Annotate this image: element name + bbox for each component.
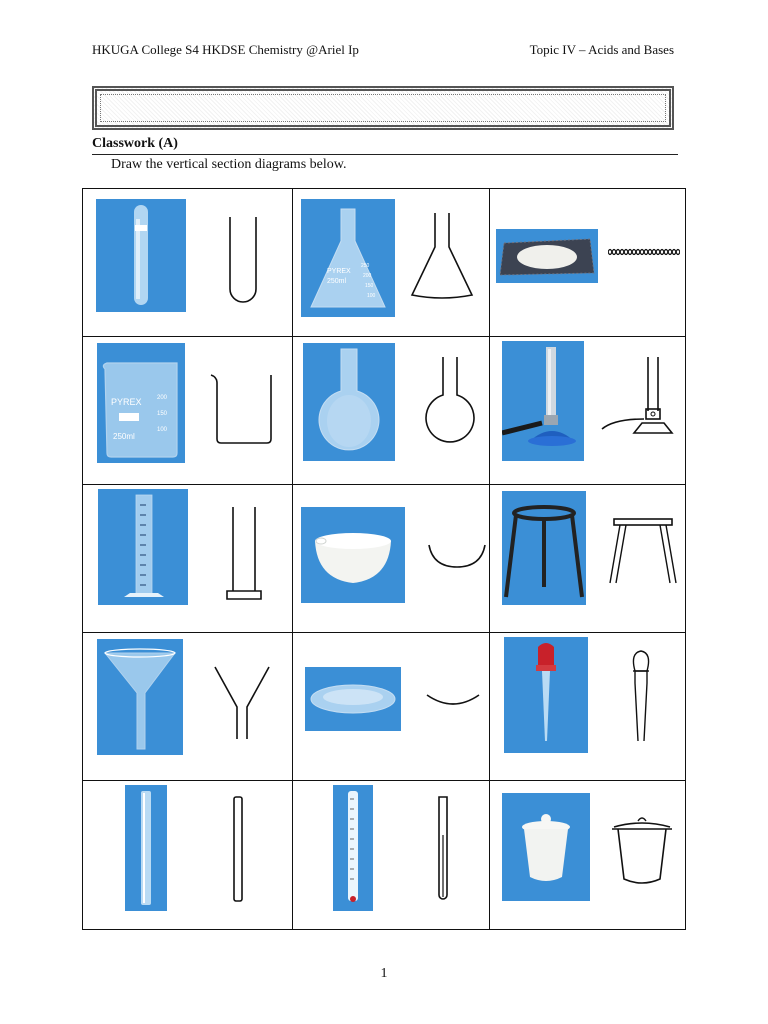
apparatus-grid <box>82 188 686 930</box>
flask-scale-100: 100 <box>367 293 376 299</box>
section-instruction: Draw the vertical section diagrams below. <box>111 157 347 172</box>
beaker-volume-label: 250ml <box>113 432 135 441</box>
cell-wire-gauze <box>490 189 685 337</box>
cell-crucible <box>490 781 685 929</box>
conical-flask-section-icon <box>409 211 475 299</box>
cell-watch-glass <box>293 633 490 781</box>
measuring-cylinder-section-icon <box>223 505 265 605</box>
watch-glass-photo <box>305 667 401 731</box>
conical-flask-photo <box>301 199 395 317</box>
cell-beaker <box>83 337 293 485</box>
filter-funnel-section-icon <box>211 663 273 741</box>
flask-scale-150: 150 <box>365 283 374 289</box>
bunsen-burner-section-icon <box>600 353 684 445</box>
beaker-section-icon <box>209 373 279 449</box>
tripod-photo <box>502 491 586 605</box>
cell-thermometer <box>293 781 490 929</box>
beaker-scale-150: 150 <box>157 411 168 417</box>
glass-rod-photo <box>125 785 167 911</box>
tripod-section-icon <box>608 515 678 587</box>
crucible-section-icon <box>608 817 676 889</box>
section-rule <box>92 154 678 155</box>
beaker-pyrex-label: PYREX <box>111 397 142 407</box>
test-tube-section-icon <box>223 215 263 305</box>
dropper-photo <box>504 637 588 753</box>
cell-measuring-cylinder <box>83 485 293 633</box>
measuring-cylinder-photo <box>98 489 188 605</box>
test-tube-photo <box>96 199 186 312</box>
round-bottom-flask-section-icon <box>421 355 479 447</box>
beaker-photo <box>97 343 185 463</box>
crucible-photo <box>502 793 590 901</box>
cell-glass-rod <box>83 781 293 929</box>
page-number: 1 <box>380 966 388 981</box>
round-bottom-flask-photo <box>303 343 395 461</box>
beaker-scale-200: 200 <box>157 395 168 401</box>
flask-scale-200: 200 <box>363 273 372 279</box>
cell-dropper <box>490 633 685 781</box>
cell-conical-flask <box>293 189 490 337</box>
cell-round-bottom-flask <box>293 337 490 485</box>
header-right: Topic IV – Acids and Bases <box>529 42 674 57</box>
header-left: HKUGA College S4 HKDSE Chemistry @Ariel Ip <box>92 42 359 57</box>
section-title: Classwork (A) <box>92 136 178 151</box>
evaporating-dish-section-icon <box>427 539 487 571</box>
flask-pyrex-label: PYREX <box>327 268 351 275</box>
dropper-section-icon <box>626 649 656 745</box>
flask-volume-label: 250ml <box>327 278 347 285</box>
wire-gauze-section-icon <box>608 245 680 259</box>
beaker-scale-100: 100 <box>157 427 168 433</box>
cell-filter-funnel <box>83 633 293 781</box>
filter-funnel-photo <box>97 639 183 755</box>
thermometer-section-icon <box>435 795 451 907</box>
evaporating-dish-photo <box>301 507 405 603</box>
wire-gauze-photo <box>496 229 598 283</box>
watch-glass-section-icon <box>425 691 481 711</box>
glass-rod-section-icon <box>231 795 245 905</box>
cell-test-tube <box>83 189 293 337</box>
flask-scale-250: 250 <box>361 263 370 269</box>
cell-bunsen-burner <box>490 337 685 485</box>
cell-evaporating-dish <box>293 485 490 633</box>
bunsen-burner-photo <box>502 341 584 461</box>
cell-tripod <box>490 485 685 633</box>
thermometer-photo <box>333 785 373 911</box>
decorative-banner <box>92 86 674 130</box>
